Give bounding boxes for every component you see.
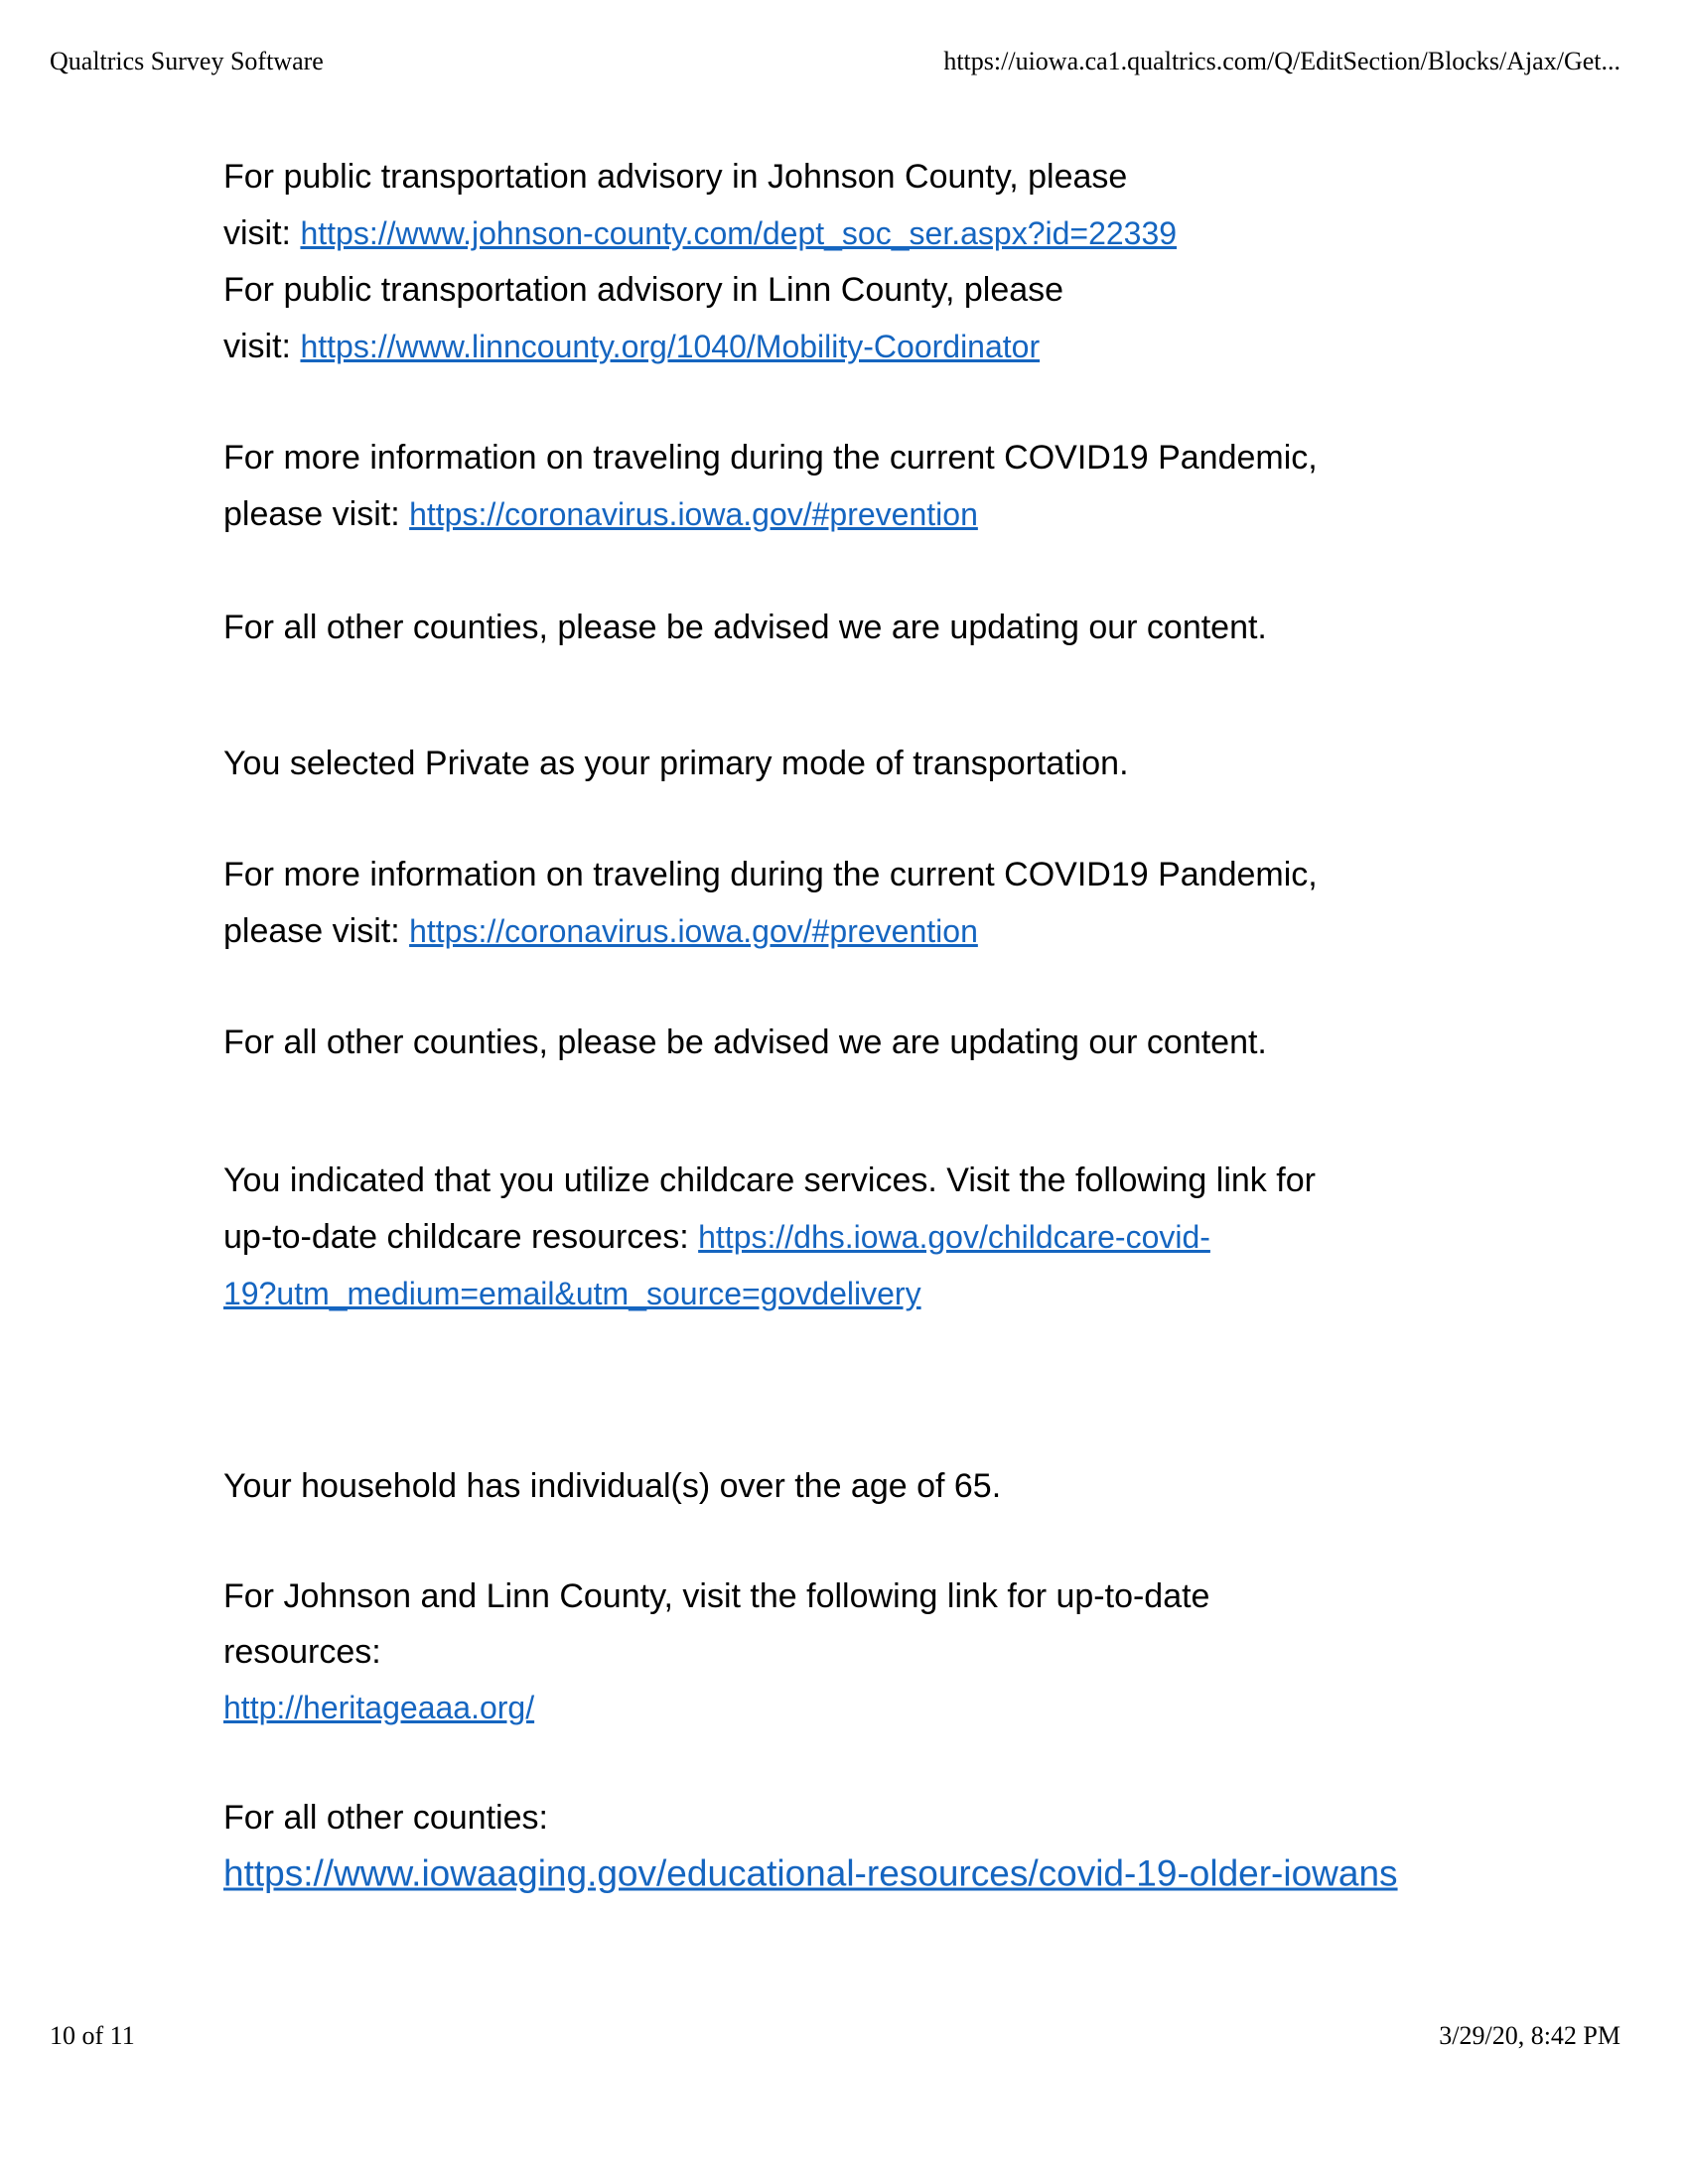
covid-visit-line <box>223 494 978 534</box>
heritage-link[interactable]: http://heritageaaa.org/ <box>223 1690 535 1725</box>
age-65-text: Your household has individual(s) over the age of 65. <box>223 1467 1002 1505</box>
johnson-visit-line <box>223 213 1177 253</box>
childcare-link-continued-line <box>223 1274 921 1313</box>
coronavirus-link[interactable]: https://coronavirus.iowa.gov/#prevention <box>409 913 978 949</box>
other-counties-text: For all other counties, please be advised we are updating our content. <box>223 1024 1267 1061</box>
johnson-linn-resources-text: For Johnson and Linn County, visit the following link for up-to-date <box>223 1577 1210 1615</box>
all-other-counties-label: For all other counties: <box>223 1799 548 1837</box>
iowaaging-link-line <box>223 1854 1398 1895</box>
covid-info-text: For more information on traveling during the current COVID19 Pandemic, <box>223 439 1318 477</box>
private-transport-text: You selected Private as your primary mode of transportation. <box>223 745 1129 782</box>
johnson-advisory-text: For public transportation advisory in Johnson County, please <box>223 158 1128 196</box>
covid-info-text: For more information on traveling during the current COVID19 Pandemic, <box>223 856 1318 893</box>
childcare-text: You indicated that you utilize childcare services. Visit the following link for <box>223 1161 1316 1199</box>
linn-county-link[interactable]: https://www.linncounty.org/1040/Mobility-Coordinator <box>300 329 1041 364</box>
covid-visit-line <box>223 911 978 951</box>
iowaaging-link[interactable]: https://www.iowaaging.gov/educational-resources/covid-19-older-iowans <box>223 1852 1398 1894</box>
childcare-link[interactable]: https://dhs.iowa.gov/childcare-covid- <box>698 1219 1210 1255</box>
resources-label: resources: <box>223 1633 381 1671</box>
coronavirus-link[interactable]: https://coronavirus.iowa.gov/#prevention <box>409 496 978 532</box>
linn-visit-line <box>223 327 1040 366</box>
visit-label: visit: <box>223 328 301 365</box>
print-datetime: 3/29/20, 8:42 PM <box>1439 2021 1620 2050</box>
childcare-resources-label: up-to-date childcare resources: <box>223 1218 699 1256</box>
please-visit-label: please visit: <box>223 912 410 950</box>
page-header-url: https://uiowa.ca1.qualtrics.com/Q/EditSection/Blocks/Ajax/Get... <box>943 47 1620 75</box>
page-header-title: Qualtrics Survey Software <box>50 47 324 75</box>
please-visit-label: please visit: <box>223 495 410 533</box>
other-counties-text: For all other counties, please be advised we are updating our content. <box>223 609 1267 646</box>
childcare-resources-line <box>223 1217 1210 1257</box>
linn-advisory-text: For public transportation advisory in Linn County, please <box>223 271 1064 309</box>
page-number: 10 of 11 <box>50 2021 135 2050</box>
visit-label: visit: <box>223 214 301 252</box>
heritage-link-line <box>223 1688 534 1727</box>
johnson-county-link[interactable]: https://www.johnson-county.com/dept_soc_ser.aspx?id=22339 <box>300 215 1178 251</box>
childcare-link-continued[interactable]: 19?utm_medium=email&utm_source=govdelivery <box>223 1276 921 1311</box>
